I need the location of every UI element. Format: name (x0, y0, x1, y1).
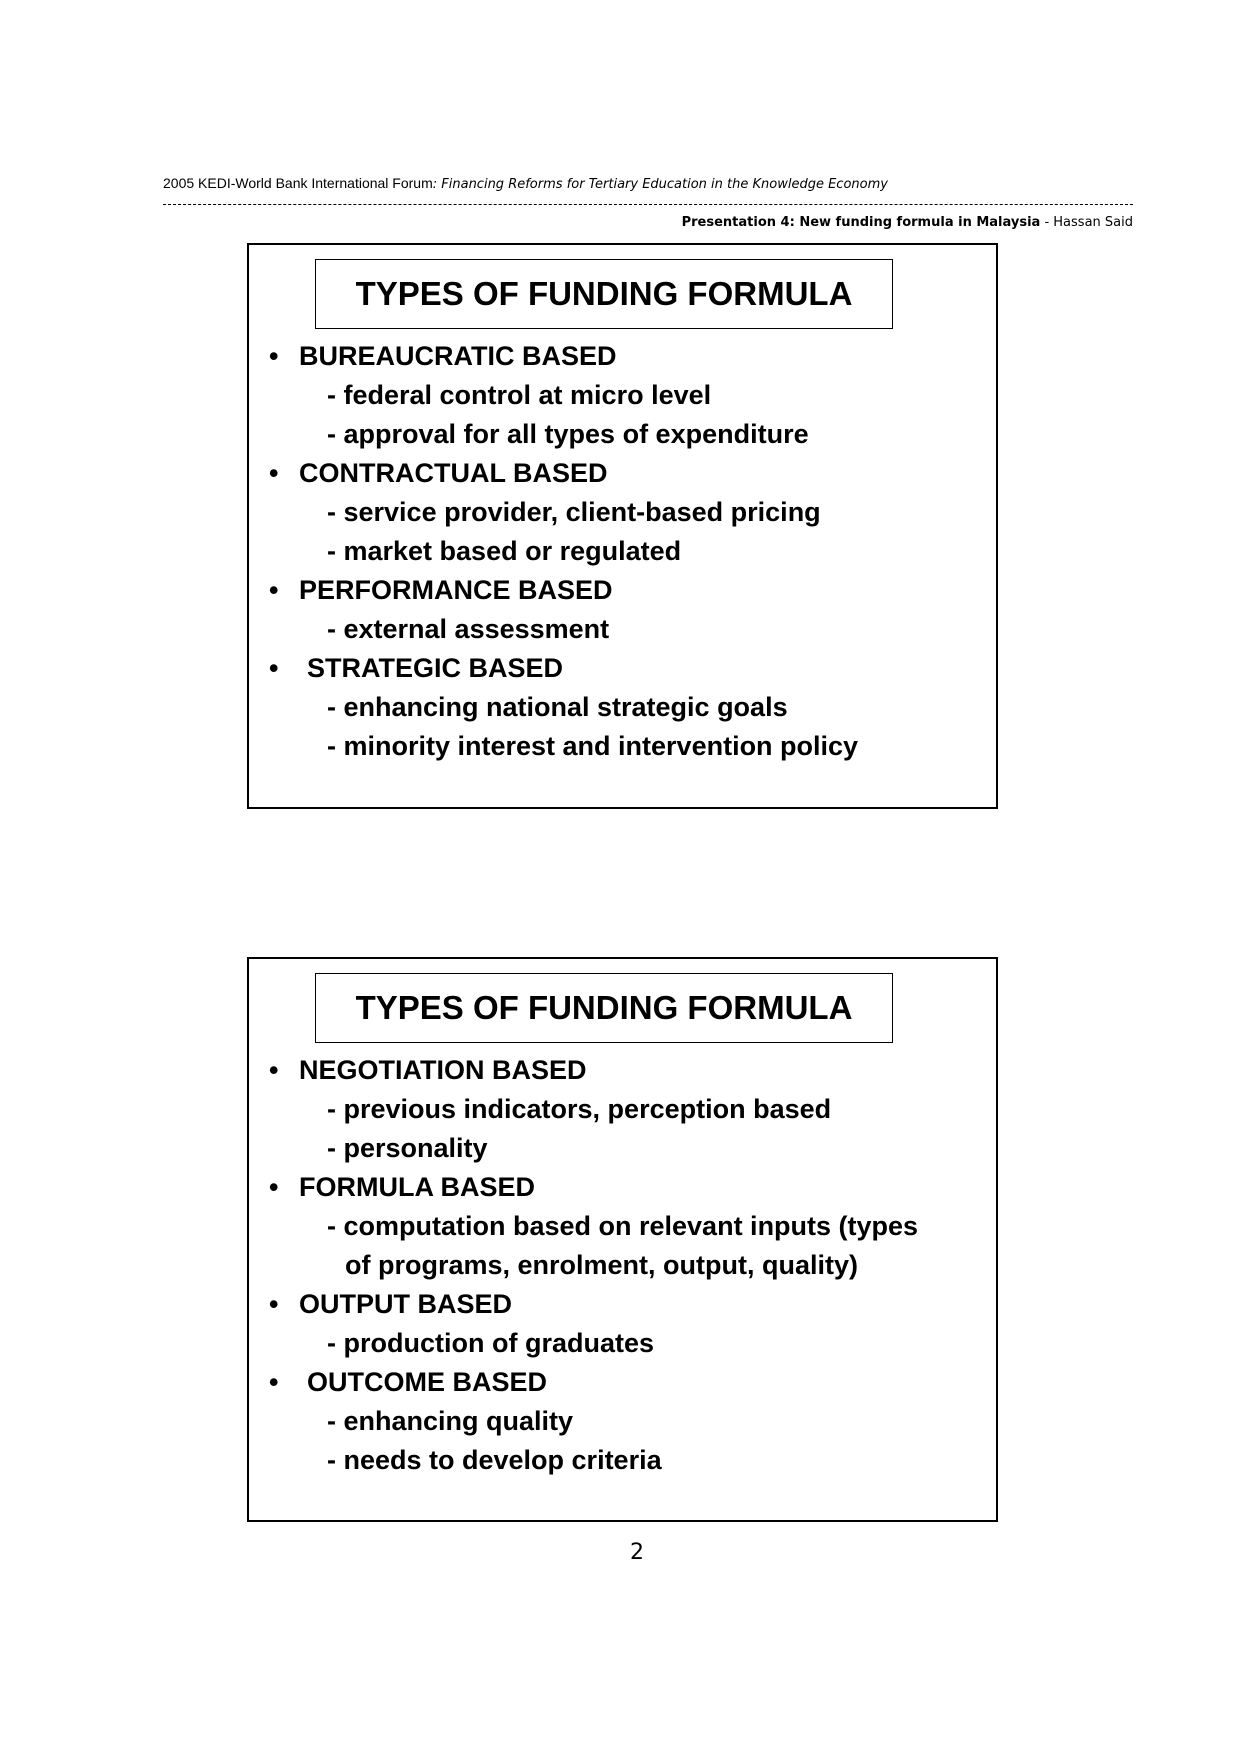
item-text: - needs to develop criteria (327, 1445, 662, 1475)
bullet-subitem (249, 1246, 996, 1285)
bullet-icon: • (269, 1172, 279, 1202)
header-presentation (682, 215, 1133, 230)
bullet-subitem (249, 1090, 996, 1129)
item-text: - approval for all types of expenditure (327, 419, 809, 449)
bullet-subitem (249, 1441, 996, 1480)
item-text: FORMULA BASED (299, 1172, 535, 1202)
slide-title: TYPES OF FUNDING FORMULA (315, 259, 893, 329)
item-text: OUTCOME BASED (307, 1367, 548, 1397)
bullet-subitem (249, 688, 996, 727)
bullet-icon: • (269, 1367, 279, 1397)
header-divider (163, 204, 1133, 205)
forum-theme: : Financing Reforms for Tertiary Education in the Knowledge Economy (432, 177, 888, 192)
bullet-heading (249, 571, 996, 610)
bullet-icon: • (269, 458, 279, 488)
forum-name: 2005 KEDI-World Bank International Forum (163, 175, 433, 191)
item-text: - minority interest and intervention policy (327, 731, 859, 761)
bullet-icon: • (269, 575, 279, 605)
item-text: - enhancing quality (327, 1406, 574, 1436)
bullet-heading (249, 1363, 996, 1402)
item-text: - enhancing national strategic goals (327, 692, 788, 722)
bullet-heading (249, 454, 996, 493)
bullet-heading (249, 1051, 996, 1090)
slide-2 (247, 957, 998, 1522)
slide-title: TYPES OF FUNDING FORMULA (315, 973, 893, 1043)
bullet-subitem (249, 1207, 996, 1246)
bullet-subitem (249, 1402, 996, 1441)
bullet-subitem (249, 1324, 996, 1363)
bullet-subitem (249, 415, 996, 454)
presentation-title: Presentation 4: New funding formula in Malaysia (681, 215, 1041, 230)
item-text: - production of graduates (327, 1328, 654, 1358)
item-text: STRATEGIC BASED (307, 653, 564, 683)
bullet-subitem (249, 727, 996, 766)
item-text: CONTRACTUAL BASED (299, 458, 608, 488)
bullet-subitem (249, 376, 996, 415)
bullet-icon: • (269, 653, 279, 683)
presentation-author: - Hassan Said (1040, 215, 1133, 230)
item-text: OUTPUT BASED (299, 1289, 513, 1319)
bullet-icon: • (269, 341, 279, 371)
bullet-heading (249, 337, 996, 376)
item-text: NEGOTIATION BASED (299, 1055, 587, 1085)
item-text: - market based or regulated (327, 536, 682, 566)
header-forum (163, 175, 888, 192)
item-text: - federal control at micro level (327, 380, 712, 410)
item-text: - computation based on relevant inputs (types (327, 1211, 919, 1241)
item-text: BUREAUCRATIC BASED (299, 341, 617, 371)
bullet-icon: • (269, 1055, 279, 1085)
bullet-subitem (249, 493, 996, 532)
page-number: 2 (630, 1540, 644, 1565)
item-text: - external assessment (327, 614, 610, 644)
bullet-subitem (249, 532, 996, 571)
bullet-heading (249, 649, 996, 688)
bullet-subitem (249, 1129, 996, 1168)
slide-items (249, 337, 996, 766)
bullet-icon: • (269, 1289, 279, 1319)
slide-1 (247, 243, 998, 809)
item-text: PERFORMANCE BASED (299, 575, 613, 605)
item-text: of programs, enrolment, output, quality) (345, 1250, 858, 1280)
bullet-heading (249, 1285, 996, 1324)
item-text: - service provider, client-based pricing (327, 497, 821, 527)
slide-items (249, 1051, 996, 1480)
item-text: - personality (327, 1133, 488, 1163)
item-text: - previous indicators, perception based (327, 1094, 832, 1124)
bullet-subitem (249, 610, 996, 649)
bullet-heading (249, 1168, 996, 1207)
